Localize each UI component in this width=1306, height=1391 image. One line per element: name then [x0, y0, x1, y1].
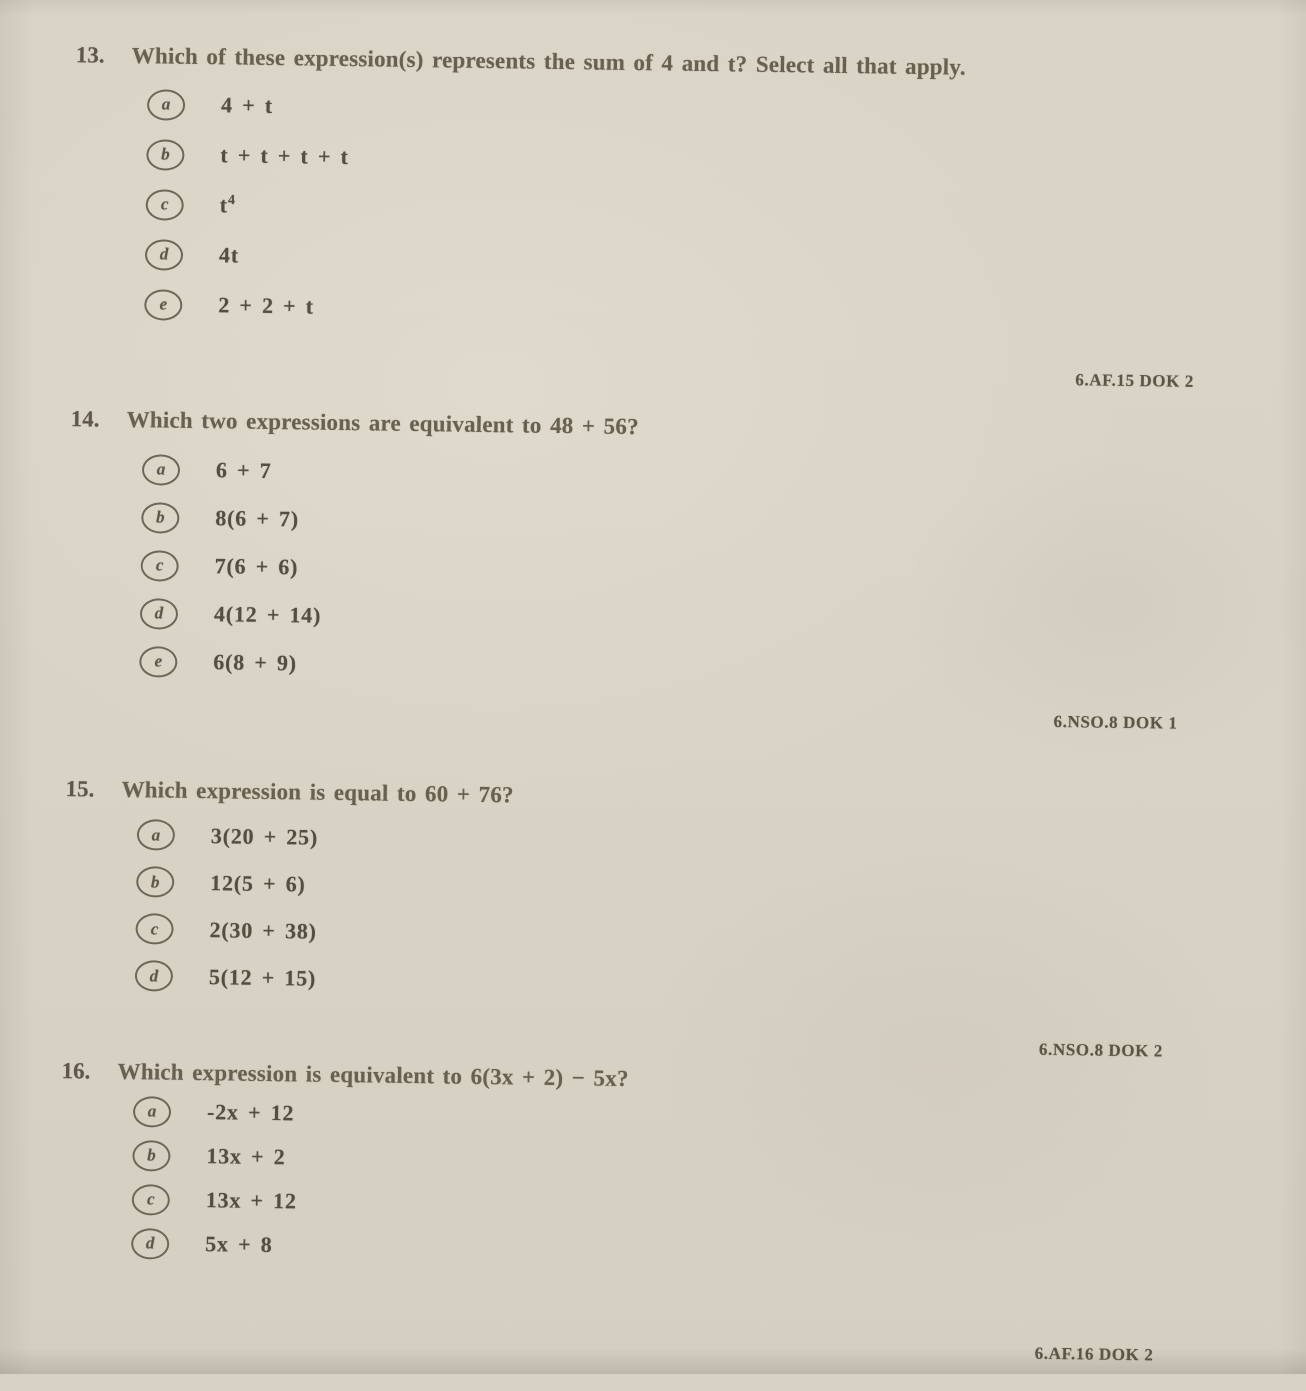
answer-option-a: [137, 811, 514, 863]
question-16-options: [59, 1088, 628, 1272]
option-exponent: 4: [227, 193, 236, 209]
answer-option-b: [136, 858, 513, 910]
option-letter: d: [149, 965, 159, 985]
question-number: 15.: [65, 776, 95, 802]
answer-option-d: [140, 589, 637, 644]
option-expression: 6 + 7: [215, 457, 272, 483]
option-expression: t + t + t + t: [220, 142, 349, 170]
answer-option-c: [135, 905, 512, 957]
option-base: t: [219, 192, 229, 218]
option-letter: a: [161, 94, 171, 114]
question-14: [67, 406, 639, 692]
option-expression: 12(5 + 6): [210, 869, 306, 897]
question-number: 14.: [70, 406, 100, 432]
option-bubble: [132, 1184, 170, 1216]
option-letter: c: [160, 194, 169, 214]
option-bubble: [145, 239, 183, 271]
option-letter: a: [151, 824, 161, 844]
option-bubble: [140, 550, 178, 582]
question-13-header: [76, 42, 966, 80]
option-bubble: [137, 819, 175, 851]
option-letter: b: [155, 507, 165, 527]
option-expression: 2(30 + 38): [209, 916, 317, 944]
option-expression: 4t: [218, 242, 240, 268]
option-letter: b: [161, 144, 170, 164]
option-expression: -2x + 12: [206, 1099, 295, 1126]
option-expression: 8(6 + 7): [215, 505, 300, 532]
option-bubble: [145, 189, 183, 221]
option-letter: c: [150, 918, 159, 938]
option-expression: 5x + 8: [205, 1231, 273, 1258]
option-letter: d: [145, 1233, 155, 1253]
option-letter: e: [154, 651, 163, 671]
answer-option-a: [142, 445, 639, 500]
question-prompt: Which expression is equal to 60 + 76?: [121, 776, 514, 808]
answer-option-c: [132, 1177, 628, 1228]
question-number: 16.: [61, 1058, 91, 1084]
answer-option-e: [139, 637, 636, 692]
option-letter: c: [146, 1189, 155, 1209]
option-bubble: [135, 960, 173, 992]
question-16-header: [61, 1058, 628, 1092]
standard-tag-q15: 6.NSO.8 DOK 2: [1038, 1039, 1164, 1061]
question-prompt: Which expression is equivalent to 6(3x + 2) − 5x?: [117, 1058, 629, 1092]
option-expression: [220, 192, 236, 218]
option-bubble: [131, 1228, 169, 1260]
option-letter: a: [156, 459, 166, 479]
question-13-options: [72, 78, 965, 340]
option-bubble: [133, 1096, 171, 1128]
answer-option-e: [144, 279, 963, 340]
option-expression: 13x + 2: [206, 1143, 286, 1170]
answer-option-d: [135, 952, 512, 1004]
option-letter: b: [150, 871, 160, 891]
question-prompt: Which two expressions are equivalent to 48 + 56?: [126, 406, 639, 440]
question-15-options: [63, 810, 514, 1004]
option-bubble: [140, 598, 178, 630]
standard-tag-q14: 6.NSO.8 DOK 1: [1053, 711, 1178, 733]
option-bubble: [132, 1140, 170, 1172]
option-letter: d: [159, 244, 169, 264]
question-16: [59, 1058, 629, 1272]
question-15: [63, 776, 514, 1004]
answer-option-d: [131, 1221, 627, 1272]
question-15-header: [65, 776, 514, 808]
option-expression: 2 + 2 + t: [218, 292, 315, 319]
option-bubble: [135, 913, 173, 945]
answer-option-b: [141, 493, 638, 548]
answer-option-c: [140, 541, 637, 596]
option-expression: 13x + 12: [205, 1187, 297, 1214]
question-13: [72, 42, 966, 340]
option-letter: b: [147, 1145, 156, 1165]
option-expression: 7(6 + 6): [214, 553, 299, 580]
option-letter: e: [159, 294, 168, 314]
option-expression: 5(12 + 15): [208, 963, 317, 991]
option-letter: c: [155, 555, 164, 575]
answer-option-b: [132, 1133, 628, 1184]
option-expression: 6(8 + 9): [213, 649, 298, 676]
option-bubble: [141, 502, 179, 534]
option-bubble: [139, 646, 177, 678]
standard-tag-q16: 6.AF.16 DOK 2: [1034, 1343, 1154, 1365]
standard-tag-q13: 6.AF.15 DOK 2: [1075, 370, 1195, 391]
option-letter: a: [147, 1101, 157, 1121]
option-expression: 4(12 + 14): [213, 601, 322, 628]
question-14-options: [67, 444, 638, 692]
option-expression: 4 + t: [220, 92, 274, 118]
question-number: 13.: [75, 42, 105, 68]
question-14-header: [71, 406, 639, 440]
option-bubble: [146, 139, 184, 171]
option-bubble: [142, 454, 180, 486]
option-bubble: [144, 289, 182, 321]
option-bubble: [136, 866, 174, 898]
option-expression: 3(20 + 25): [210, 822, 319, 850]
option-letter: d: [154, 603, 164, 623]
answer-option-a: [133, 1089, 629, 1140]
option-bubble: [147, 89, 185, 121]
question-prompt: Which of these expression(s) represents the sum of 4 and t? Select all that apply.: [131, 43, 966, 80]
